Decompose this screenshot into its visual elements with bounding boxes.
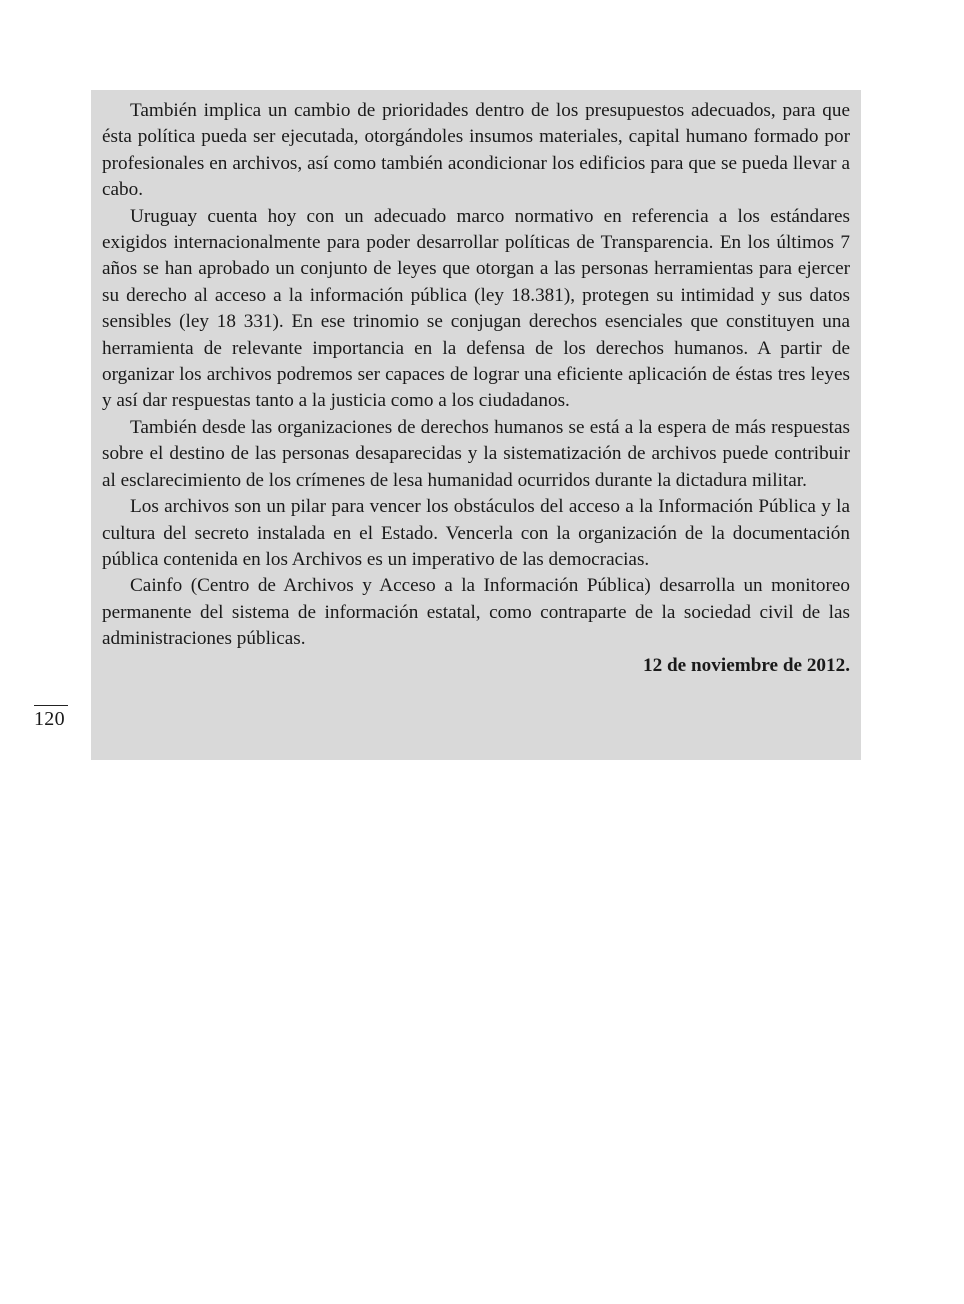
paragraph-4: Los archivos son un pilar para vencer los obstáculos del acceso a la Información Pública y la cultura del secreto instalada en el Estado. Vencerla con la organización de la documentación pública contenida en los Archivos es un imperativo de las democracias. <box>102 496 850 570</box>
paragraph-5: Cainfo (Centro de Archivos y Acceso a la Información Pública) desarrolla un monitoreo permanente del sistema de información estatal, como contraparte de la sociedad civil de las administraciones públicas. <box>102 575 850 650</box>
shaded-text-box <box>91 90 861 760</box>
closing-date: 12 de noviembre de 2012. <box>643 654 850 676</box>
paragraph-3: También desde las organizaciones de derechos humanos se está a la espera de más respuestas sobre el destino de las personas desaparecidas y la sistematización de archivos puede contribuir al esclarecimiento de los crímenes de lesa humanidad ocurridos durante la dictadura militar. <box>102 416 850 491</box>
page-number-rule <box>34 705 68 706</box>
page-number: 120 <box>34 708 65 730</box>
paragraph-1: También implica un cambio de prioridades dentro de los presupuestos adecuados, para que ésta política pueda ser ejecutada, otorgándoles insumos materiales, capital humano formado por profesionales en archivos, así como también acondicionar los edificios para que se pueda llevar a cabo. <box>102 100 850 201</box>
paragraph-2: Uruguay cuenta hoy con un adecuado marco normativo en referencia a los estándares exigidos internacionalmente para poder desarrollar políticas de Transparencia. En los últimos 7 años se han aprobado un conjunto de leyes que otorgan a las personas herramientas para ejercer su derecho al acceso a la información pública (ley 18.381), protegen su intimidad y sus datos sensibles (ley 18 331). En ese trinomio se conjugan derechos esenciales que constituyen una herramienta de relevante importancia en la defensa de los derechos humanos. A partir de organizar los archivos podremos ser capaces de lograr una eficiente aplicación de éstas tres leyes y así dar respuestas tanto a la justicia como a los ciudadanos. <box>102 205 850 412</box>
